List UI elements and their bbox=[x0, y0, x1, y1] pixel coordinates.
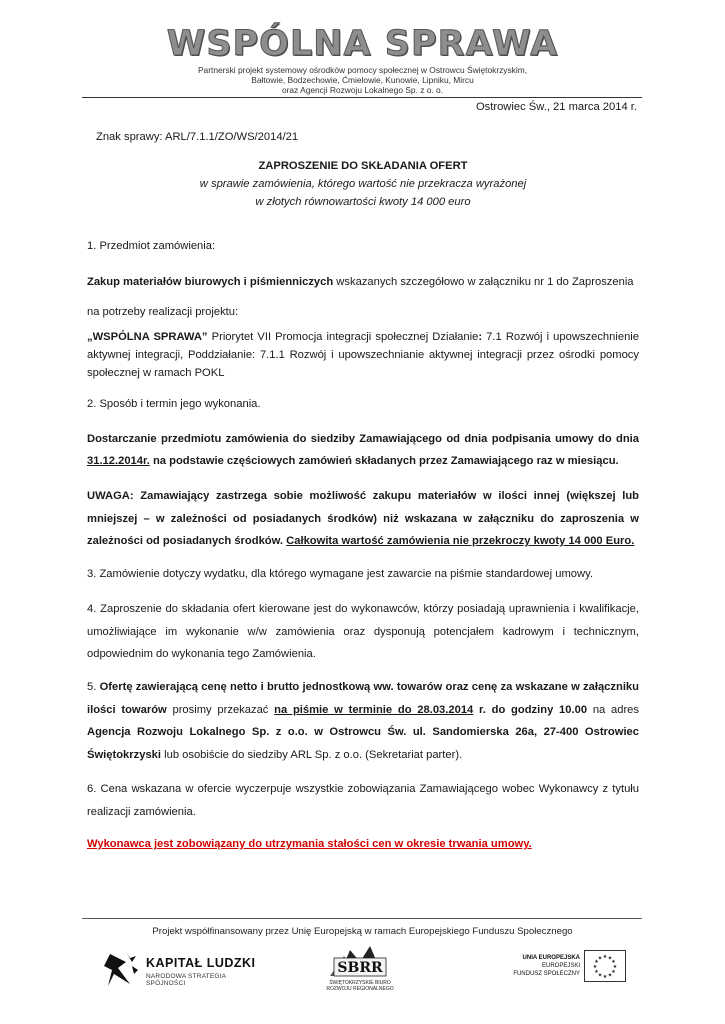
project-name: „WSPÓLNA SPRAWA” bbox=[87, 331, 208, 343]
sbrr-logo-text: SBRR bbox=[337, 960, 383, 976]
s5-hour: r. do godziny 10.00 bbox=[473, 703, 588, 716]
eu-fund-line-2: FUNDUSZ SPOŁECZNY bbox=[513, 971, 580, 977]
s5-text-3: lub osobiście do siedziby ARL Sp. z o.o. (Sekretariat parter). bbox=[161, 748, 463, 761]
document-subtitle-2: w złotych równowartości kwoty 14 000 euro bbox=[255, 196, 471, 208]
warning-text: UWAGA: Zamawiający zastrzega sobie możliwość zakupu materiałów w ilości innej (większej lub mniejszej – w zależności od posiadanych środków) niż wskazana w załączniku do zaproszenia w zależności od posiadanych środków. bbox=[87, 490, 639, 547]
subject-rest: wskazanych szczegółowo w załączniku nr 1 do Zaproszenia bbox=[333, 276, 634, 288]
svg-text:★: ★ bbox=[602, 954, 608, 960]
footer-divider bbox=[82, 918, 642, 919]
eu-text-block bbox=[500, 954, 580, 978]
svg-text:★: ★ bbox=[607, 972, 613, 979]
s5-deadline: na piśmie w terminie do 28.03.2014 bbox=[274, 703, 474, 716]
eu-stars-icon bbox=[585, 951, 625, 981]
svg-text:★: ★ bbox=[594, 959, 599, 965]
section-2-heading: 2. Sposób i termin jego wykonania. bbox=[87, 398, 261, 410]
svg-text:★: ★ bbox=[597, 955, 603, 962]
kapital-ludzki-star-icon bbox=[104, 948, 142, 988]
delivery-deadline: 31.12.2014r. bbox=[87, 455, 150, 467]
eu-name: UNIA EUROPEJSKA bbox=[522, 955, 580, 961]
document-title: ZAPROSZENIE DO SKŁADANIA OFERT bbox=[258, 160, 468, 172]
kl-subtitle: NARODOWA STRATEGIA SPÓJNOŚCI bbox=[146, 973, 226, 987]
svg-text:★: ★ bbox=[602, 974, 608, 980]
s5-number: 5. bbox=[87, 681, 100, 693]
section-2-warning bbox=[87, 485, 639, 553]
svg-text:★: ★ bbox=[612, 964, 618, 970]
s5-address: Agencja Rozwoju Lokalnego Sp. z o.o. w Ostrowcu Św. ul. Sandomierska 26a, 27-400 Ostrowiec Świętokrzyski bbox=[87, 726, 639, 761]
kapital-ludzki-logo bbox=[104, 948, 264, 988]
place-date: Ostrowiec Św., 21 marca 2014 r. bbox=[475, 101, 637, 113]
section-1-purpose: na potrzeby realizacji projektu: bbox=[87, 306, 239, 318]
sbrr-caption bbox=[320, 980, 400, 992]
header-subtitle-line-3: oraz Agencji Rozwoju Lokalnego Sp. z o. o. bbox=[281, 85, 444, 95]
section-6: 6. Cena wskazana w ofercie wyczerpuje wszystkie zobowiązania Zamawiającego wobec Wykonawcy z tytułu realizacji zamówienia. bbox=[87, 783, 639, 818]
eu-fund-line-1: EUROPEJSKI bbox=[541, 963, 580, 969]
s5-text-1: prosimy przekazać bbox=[166, 703, 275, 716]
case-reference: Znak sprawy: ARL/7.1.1/ZO/WS/2014/21 bbox=[96, 131, 299, 143]
section-4: 4. Zaproszenie do składania ofert kierowane jest do wykonawców, którzy posiadają uprawnienia i kwalifikacje, umożliwiające im wykonanie w/w zamówienia oraz dysponują potencjałem kadrowym i technicznym, odpowiednim do wykonania tego Zamówienia. bbox=[87, 603, 639, 660]
project-measure-text: 7.1 Rozwój i upowszechnienie aktywnej integracji, Poddziałanie: 7.1.1 Rozwój i upowszechnianie aktywnej integracji przez ośrodki pomocy społecznej w ramach POKL bbox=[87, 331, 640, 379]
project-colon: : bbox=[478, 331, 483, 343]
sbrr-caption-line-2: ROZWOJU REGIONALNEGO bbox=[326, 986, 394, 992]
header-subtitle-line-1: Partnerski projekt systemowy ośrodków pomocy społecznej w Ostrowcu Świętokrzyskim, bbox=[197, 65, 528, 75]
svg-text:★: ★ bbox=[607, 955, 613, 962]
document-subtitle-1: w sprawie zamówienia, którego wartość nie przekracza wyrażonej bbox=[199, 178, 527, 190]
sbrr-caption-line-1: ŚWIĘTOKRZYSKIE BIURO bbox=[329, 980, 391, 986]
project-logo-title: WSPÓLNA SPRAWA bbox=[166, 24, 559, 64]
section-2-delivery bbox=[87, 428, 639, 472]
header-subtitle-line-2: Bałtowie, Bodzechowie, Ćmielowie, Kunowie, Lipniku, Mircu bbox=[251, 75, 474, 85]
section-1-heading: 1. Przedmiot zamówienia: bbox=[87, 240, 216, 252]
svg-text:★: ★ bbox=[611, 959, 616, 965]
svg-text:★: ★ bbox=[597, 972, 603, 979]
s5-text-2: na adres bbox=[587, 703, 639, 716]
svg-text:★: ★ bbox=[592, 964, 598, 970]
warning-total-value: Całkowita wartość zamówienia nie przekroczy kwoty 14 000 Euro. bbox=[286, 535, 635, 547]
svg-text:★: ★ bbox=[611, 969, 616, 975]
section-1-project bbox=[87, 328, 639, 382]
section-3: 3. Zamówienie dotyczy wydatku, dla którego wymagane jest zawarcie na piśmie standardowej umowy. bbox=[87, 568, 593, 580]
sbrr-emblem-icon bbox=[326, 944, 394, 980]
project-priority-text: Priorytet VII Promocja integracji społecznej Działanie bbox=[207, 331, 479, 343]
delivery-rest: na podstawie częściowych zamówień składanych przez Zamawiającego raz w miesiącu. bbox=[149, 455, 619, 467]
cofinance-statement: Projekt współfinansowany przez Unię Europejską w ramach Europejskiego Funduszu Społecznego bbox=[152, 926, 573, 937]
price-stability-note: Wykonawca jest zobowiązany do utrzymania stałości cen w okresie trwania umowy. bbox=[87, 838, 532, 850]
eu-flag-icon bbox=[584, 950, 626, 982]
section-5 bbox=[87, 676, 639, 766]
kl-title: KAPITAŁ LUDZKI bbox=[146, 956, 256, 970]
subject-bold: Zakup materiałów biurowych i piśmienniczych bbox=[87, 276, 334, 288]
svg-text:★: ★ bbox=[594, 969, 599, 975]
s5-offer-bold: Ofertę zawierającą cenę netto i brutto jednostkową ww. towarów oraz cenę za wskazane w załączniku ilości towarów bbox=[87, 681, 639, 716]
section-1-subject bbox=[87, 272, 639, 292]
delivery-text: Dostarczanie przedmiotu zamówienia do siedziby Zamawiającego od dnia podpisania umowy do dnia bbox=[87, 433, 639, 445]
